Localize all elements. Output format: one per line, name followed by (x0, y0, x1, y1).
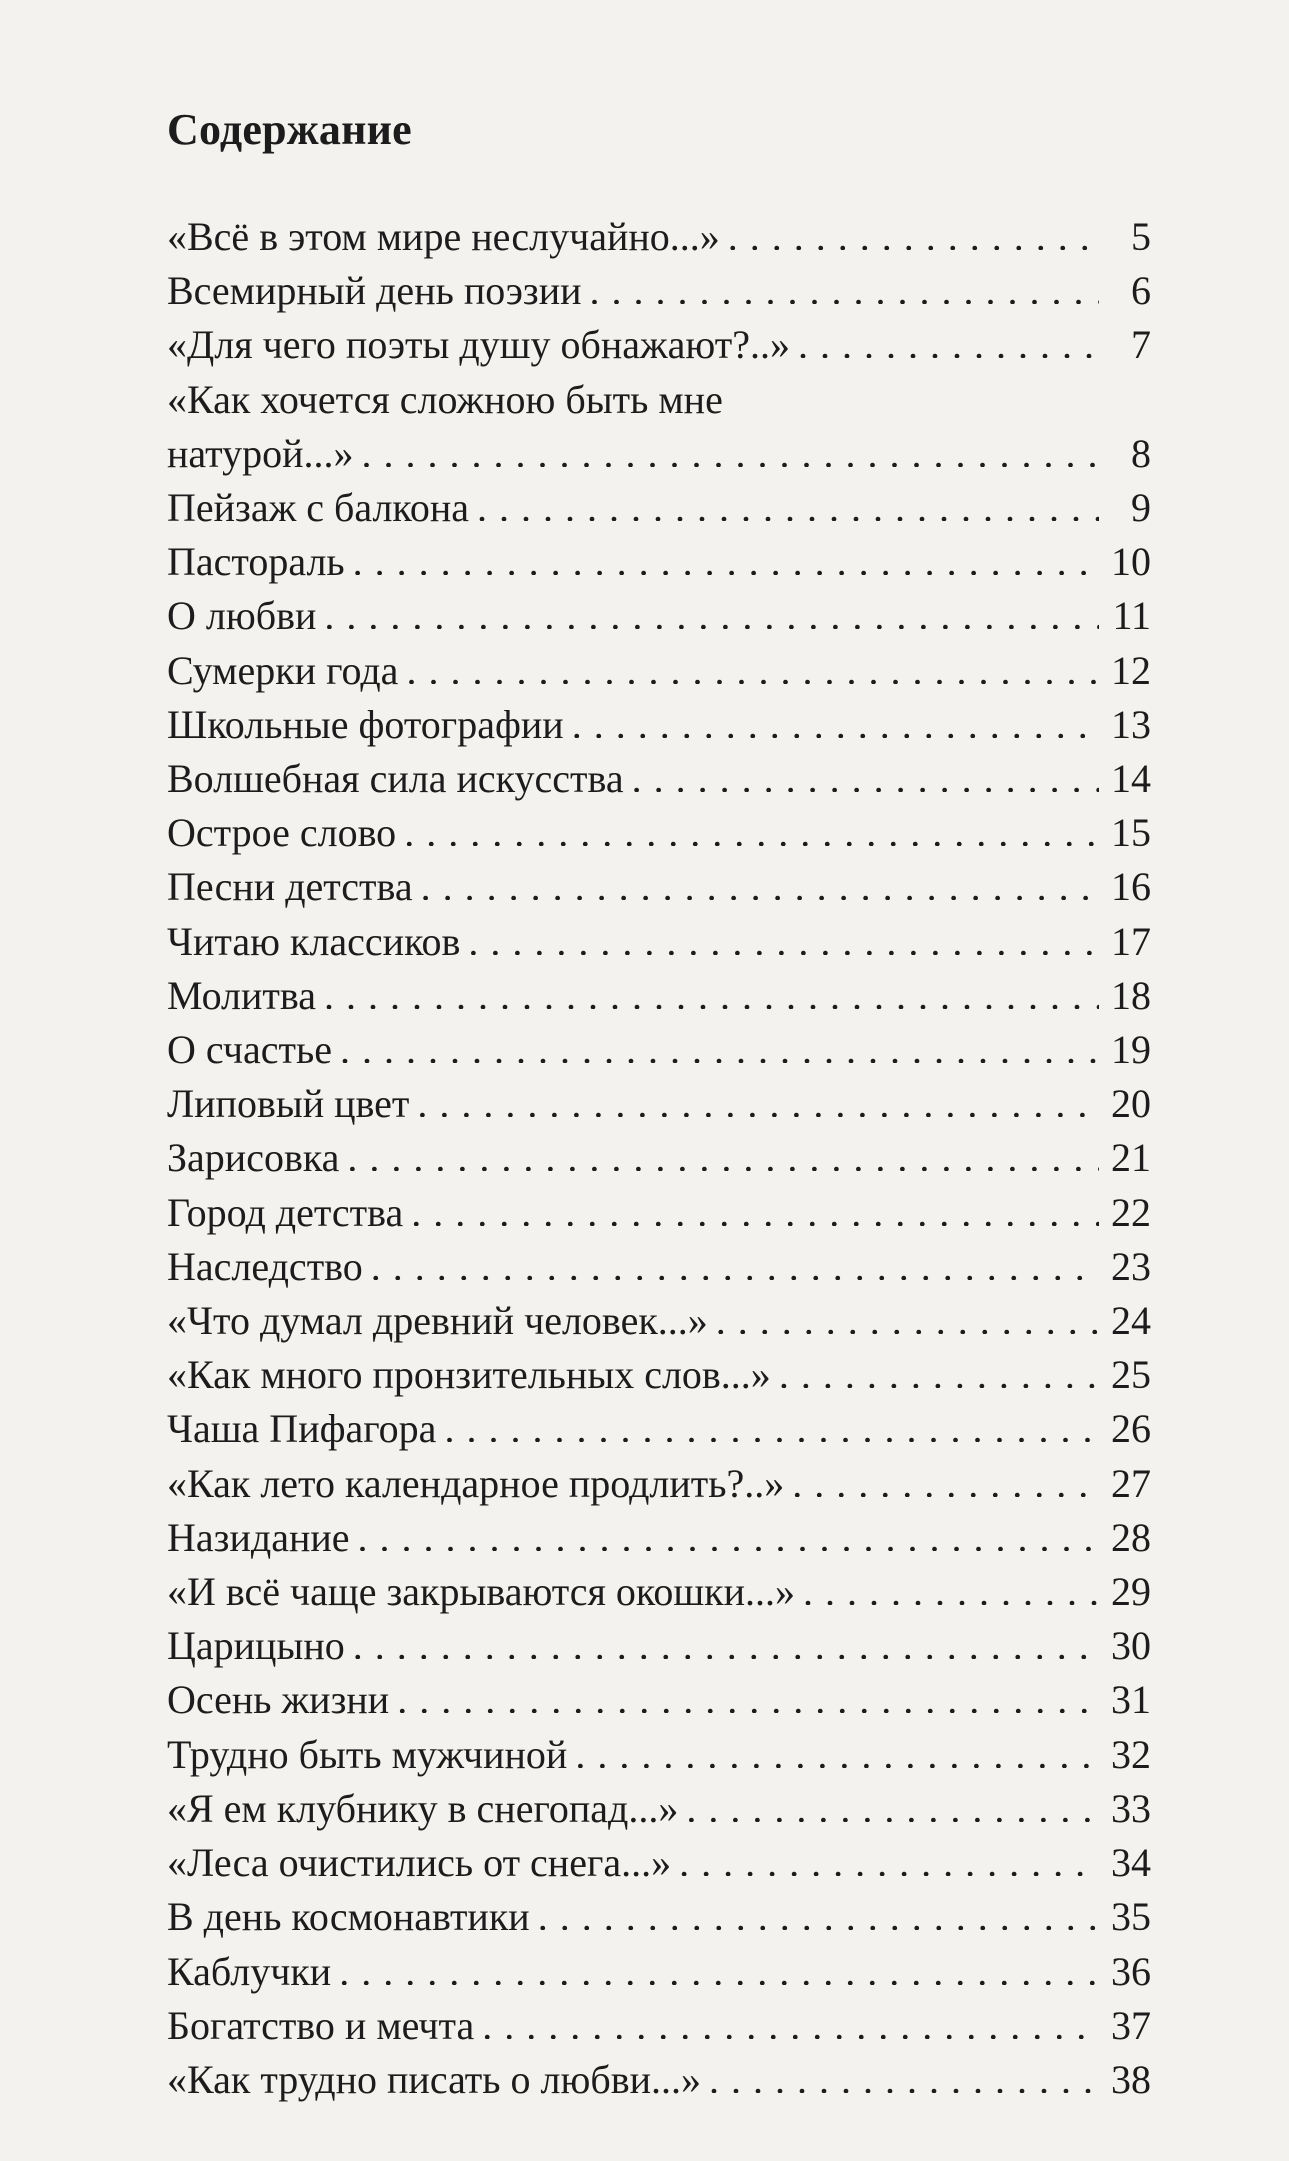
dot-leader (482, 1999, 1099, 2039)
toc-entry-page-number: 16 (1111, 864, 1151, 910)
toc-entry (167, 481, 1151, 535)
toc-entry-title: В день космонавтики (167, 1894, 530, 1940)
toc-entry-title: Назидание (167, 1514, 350, 1560)
toc-entry (167, 1890, 1151, 1944)
toc-entry (167, 698, 1151, 752)
toc-entry (167, 1402, 1151, 1456)
toc-entry (167, 1294, 1151, 1348)
toc-entry-page-number: 6 (1131, 268, 1151, 314)
toc-entry (167, 589, 1151, 643)
toc-entry-page-number: 18 (1111, 972, 1151, 1018)
dot-leader (371, 1240, 1099, 1280)
toc-entry-title: Всемирный день поэзии (167, 268, 582, 314)
toc-entry-page-number: 7 (1131, 322, 1151, 368)
toc-entry (167, 1836, 1151, 1890)
toc-entry-page-number: 31 (1111, 1677, 1151, 1723)
toc-entry-title: Пейзаж с балкона (167, 485, 469, 531)
toc-entry-title: «Как трудно писать о любви...» (167, 2056, 702, 2102)
dot-leader (421, 860, 1099, 900)
toc-entry (167, 1945, 1151, 1999)
toc-entry-page-number: 25 (1111, 1352, 1151, 1398)
toc-entry-title: «Я ем клубнику в снегопад...» (167, 1785, 679, 1831)
toc-entry (167, 1565, 1151, 1619)
toc-entry-page-number: 38 (1111, 2056, 1151, 2102)
toc-entry-title: Каблучки (167, 1948, 332, 1994)
dot-leader (575, 1728, 1099, 1768)
toc-entry-page-number: 33 (1111, 1785, 1151, 1831)
toc-entry-title: Город детства (167, 1189, 404, 1235)
dot-leader (417, 1077, 1099, 1117)
toc-entry-title: натурой...» (167, 430, 354, 476)
toc-entry-page-number: 12 (1111, 647, 1151, 693)
toc-entry-title: «И всё чаще закрываются окошки...» (167, 1569, 795, 1615)
toc-entry-title: Зарисовка (167, 1135, 340, 1181)
toc-entry (167, 1457, 1151, 1511)
toc-entry-page-number: 11 (1112, 593, 1151, 639)
dot-leader (353, 535, 1099, 575)
toc-entry-title: Чаша Пифагора (167, 1406, 437, 1452)
dot-leader (444, 1402, 1099, 1442)
toc-entry-page-number: 15 (1111, 810, 1151, 856)
toc-entry-title: «Как много пронзительных слов...» (167, 1352, 771, 1398)
toc-entry-title: Богатство и мечта (167, 2002, 475, 2048)
toc-entry-title: Песни детства (167, 864, 413, 910)
dot-leader (538, 1890, 1099, 1930)
dot-leader (339, 1945, 1099, 1985)
dot-leader (340, 1023, 1099, 1063)
toc-entry (167, 1131, 1151, 1185)
toc-entry-page-number: 35 (1111, 1894, 1151, 1940)
toc-entry (167, 318, 1151, 372)
dot-leader (632, 752, 1099, 792)
toc-entry (167, 1511, 1151, 1565)
toc-entry (167, 915, 1151, 969)
dot-leader (728, 210, 1099, 250)
toc-entry-title: Волшебная сила искусства (167, 756, 624, 802)
toc-entry (167, 535, 1151, 589)
toc-entry-title: «Леса очистились от снега...» (167, 1840, 672, 1886)
toc-entry-title: Пастораль (167, 539, 345, 585)
toc-entry-page-number: 20 (1111, 1081, 1151, 1127)
toc-entry (167, 969, 1151, 1023)
dot-leader (358, 1511, 1099, 1551)
toc-entry-page-number: 24 (1111, 1298, 1151, 1344)
toc-entry (167, 1673, 1151, 1727)
toc-entry-title: Молитва (167, 972, 317, 1018)
toc-entry-title: «Как лето календарное продлить?..» (167, 1460, 785, 1506)
toc-entry (167, 860, 1151, 914)
toc-entry-title: «Для чего поэты душу обнажают?..» (167, 322, 790, 368)
toc-entry (167, 2053, 1151, 2107)
toc-entry (167, 1186, 1151, 1240)
toc-entry (167, 752, 1151, 806)
toc-entry-page-number: 36 (1111, 1948, 1151, 1994)
toc-entry-page-number: 28 (1111, 1514, 1151, 1560)
dot-leader (803, 1565, 1099, 1605)
dot-leader (798, 318, 1099, 358)
toc-entry-page-number: 27 (1111, 1460, 1151, 1506)
toc-entry-title: О счастье (167, 1027, 332, 1073)
dot-leader (477, 481, 1099, 521)
toc-entry-title: Сумерки года (167, 647, 399, 693)
dot-leader (347, 1131, 1099, 1171)
dot-leader (686, 1782, 1099, 1822)
toc-entry-title: Трудно быть мужчиной (167, 1731, 568, 1777)
dot-leader (397, 1673, 1099, 1713)
toc-entry (167, 1999, 1151, 2053)
dot-leader (572, 698, 1099, 738)
dot-leader (779, 1348, 1099, 1388)
toc-entry-page-number: 13 (1111, 701, 1151, 747)
toc-entry-page-number: 37 (1111, 2002, 1151, 2048)
dot-leader (716, 1294, 1099, 1334)
toc-entry-page-number: 21 (1111, 1135, 1151, 1181)
toc-entry-title-line1: «Как хочется сложною быть мне (167, 376, 723, 422)
toc-entry-page-number: 34 (1111, 1840, 1151, 1886)
dot-leader (792, 1457, 1099, 1497)
toc-entry-title: Липовый цвет (167, 1081, 410, 1127)
toc-entry (167, 1023, 1151, 1077)
toc-entry-page-number: 30 (1111, 1623, 1151, 1669)
dot-leader (353, 1619, 1099, 1659)
dot-leader (411, 1186, 1099, 1226)
toc-entry-page-number: 14 (1111, 756, 1151, 802)
dot-leader (406, 644, 1099, 684)
toc-entry (167, 210, 1151, 264)
dot-leader (679, 1836, 1099, 1876)
toc-entry-page-number: 10 (1111, 539, 1151, 585)
dot-leader (468, 915, 1099, 955)
toc-entry-page-number: 26 (1111, 1406, 1151, 1452)
page-title: Содержание (167, 105, 412, 154)
toc-entry-page-number: 9 (1131, 485, 1151, 531)
dot-leader (709, 2053, 1099, 2093)
toc-entry (167, 1728, 1151, 1782)
toc-entry (167, 1782, 1151, 1836)
dot-leader (324, 969, 1099, 1009)
dot-leader (404, 806, 1099, 846)
toc-entry-page-number: 8 (1131, 430, 1151, 476)
toc-entry-title: Школьные фотографии (167, 701, 564, 747)
toc-entry-page-number: 17 (1111, 918, 1151, 964)
toc-entry (167, 264, 1151, 318)
dot-leader (590, 264, 1099, 304)
toc-entry-page-number: 5 (1131, 214, 1151, 259)
toc-entry-title: «Что думал древний человек...» (167, 1298, 708, 1344)
toc-entry (167, 1348, 1151, 1402)
toc-entry-page-number: 32 (1111, 1731, 1151, 1777)
toc-entry-page-number: 22 (1111, 1189, 1151, 1235)
toc-entry-page-number: 23 (1111, 1243, 1151, 1289)
toc-entry-title: Острое слово (167, 810, 397, 856)
toc-entry-title: Читаю классиков (167, 918, 461, 964)
toc-entry-title: Осень жизни (167, 1677, 390, 1723)
toc-entry-title: О любви (167, 593, 317, 639)
table-of-contents (167, 210, 1151, 2107)
toc-entry-page-number: 19 (1111, 1027, 1151, 1073)
dot-leader (361, 427, 1099, 467)
toc-entry-title: Наследство (167, 1243, 363, 1289)
toc-entry-page-number: 29 (1111, 1569, 1151, 1615)
toc-entry (167, 644, 1151, 698)
toc-entry-title: «Всё в этом мире неслучайно...» (167, 214, 720, 259)
toc-entry (167, 806, 1151, 860)
toc-entry-title: Царицыно (167, 1623, 345, 1669)
toc-entry (167, 373, 1151, 481)
toc-entry (167, 1077, 1151, 1131)
toc-entry (167, 1240, 1151, 1294)
toc-entry (167, 1619, 1151, 1673)
dot-leader (324, 589, 1099, 629)
